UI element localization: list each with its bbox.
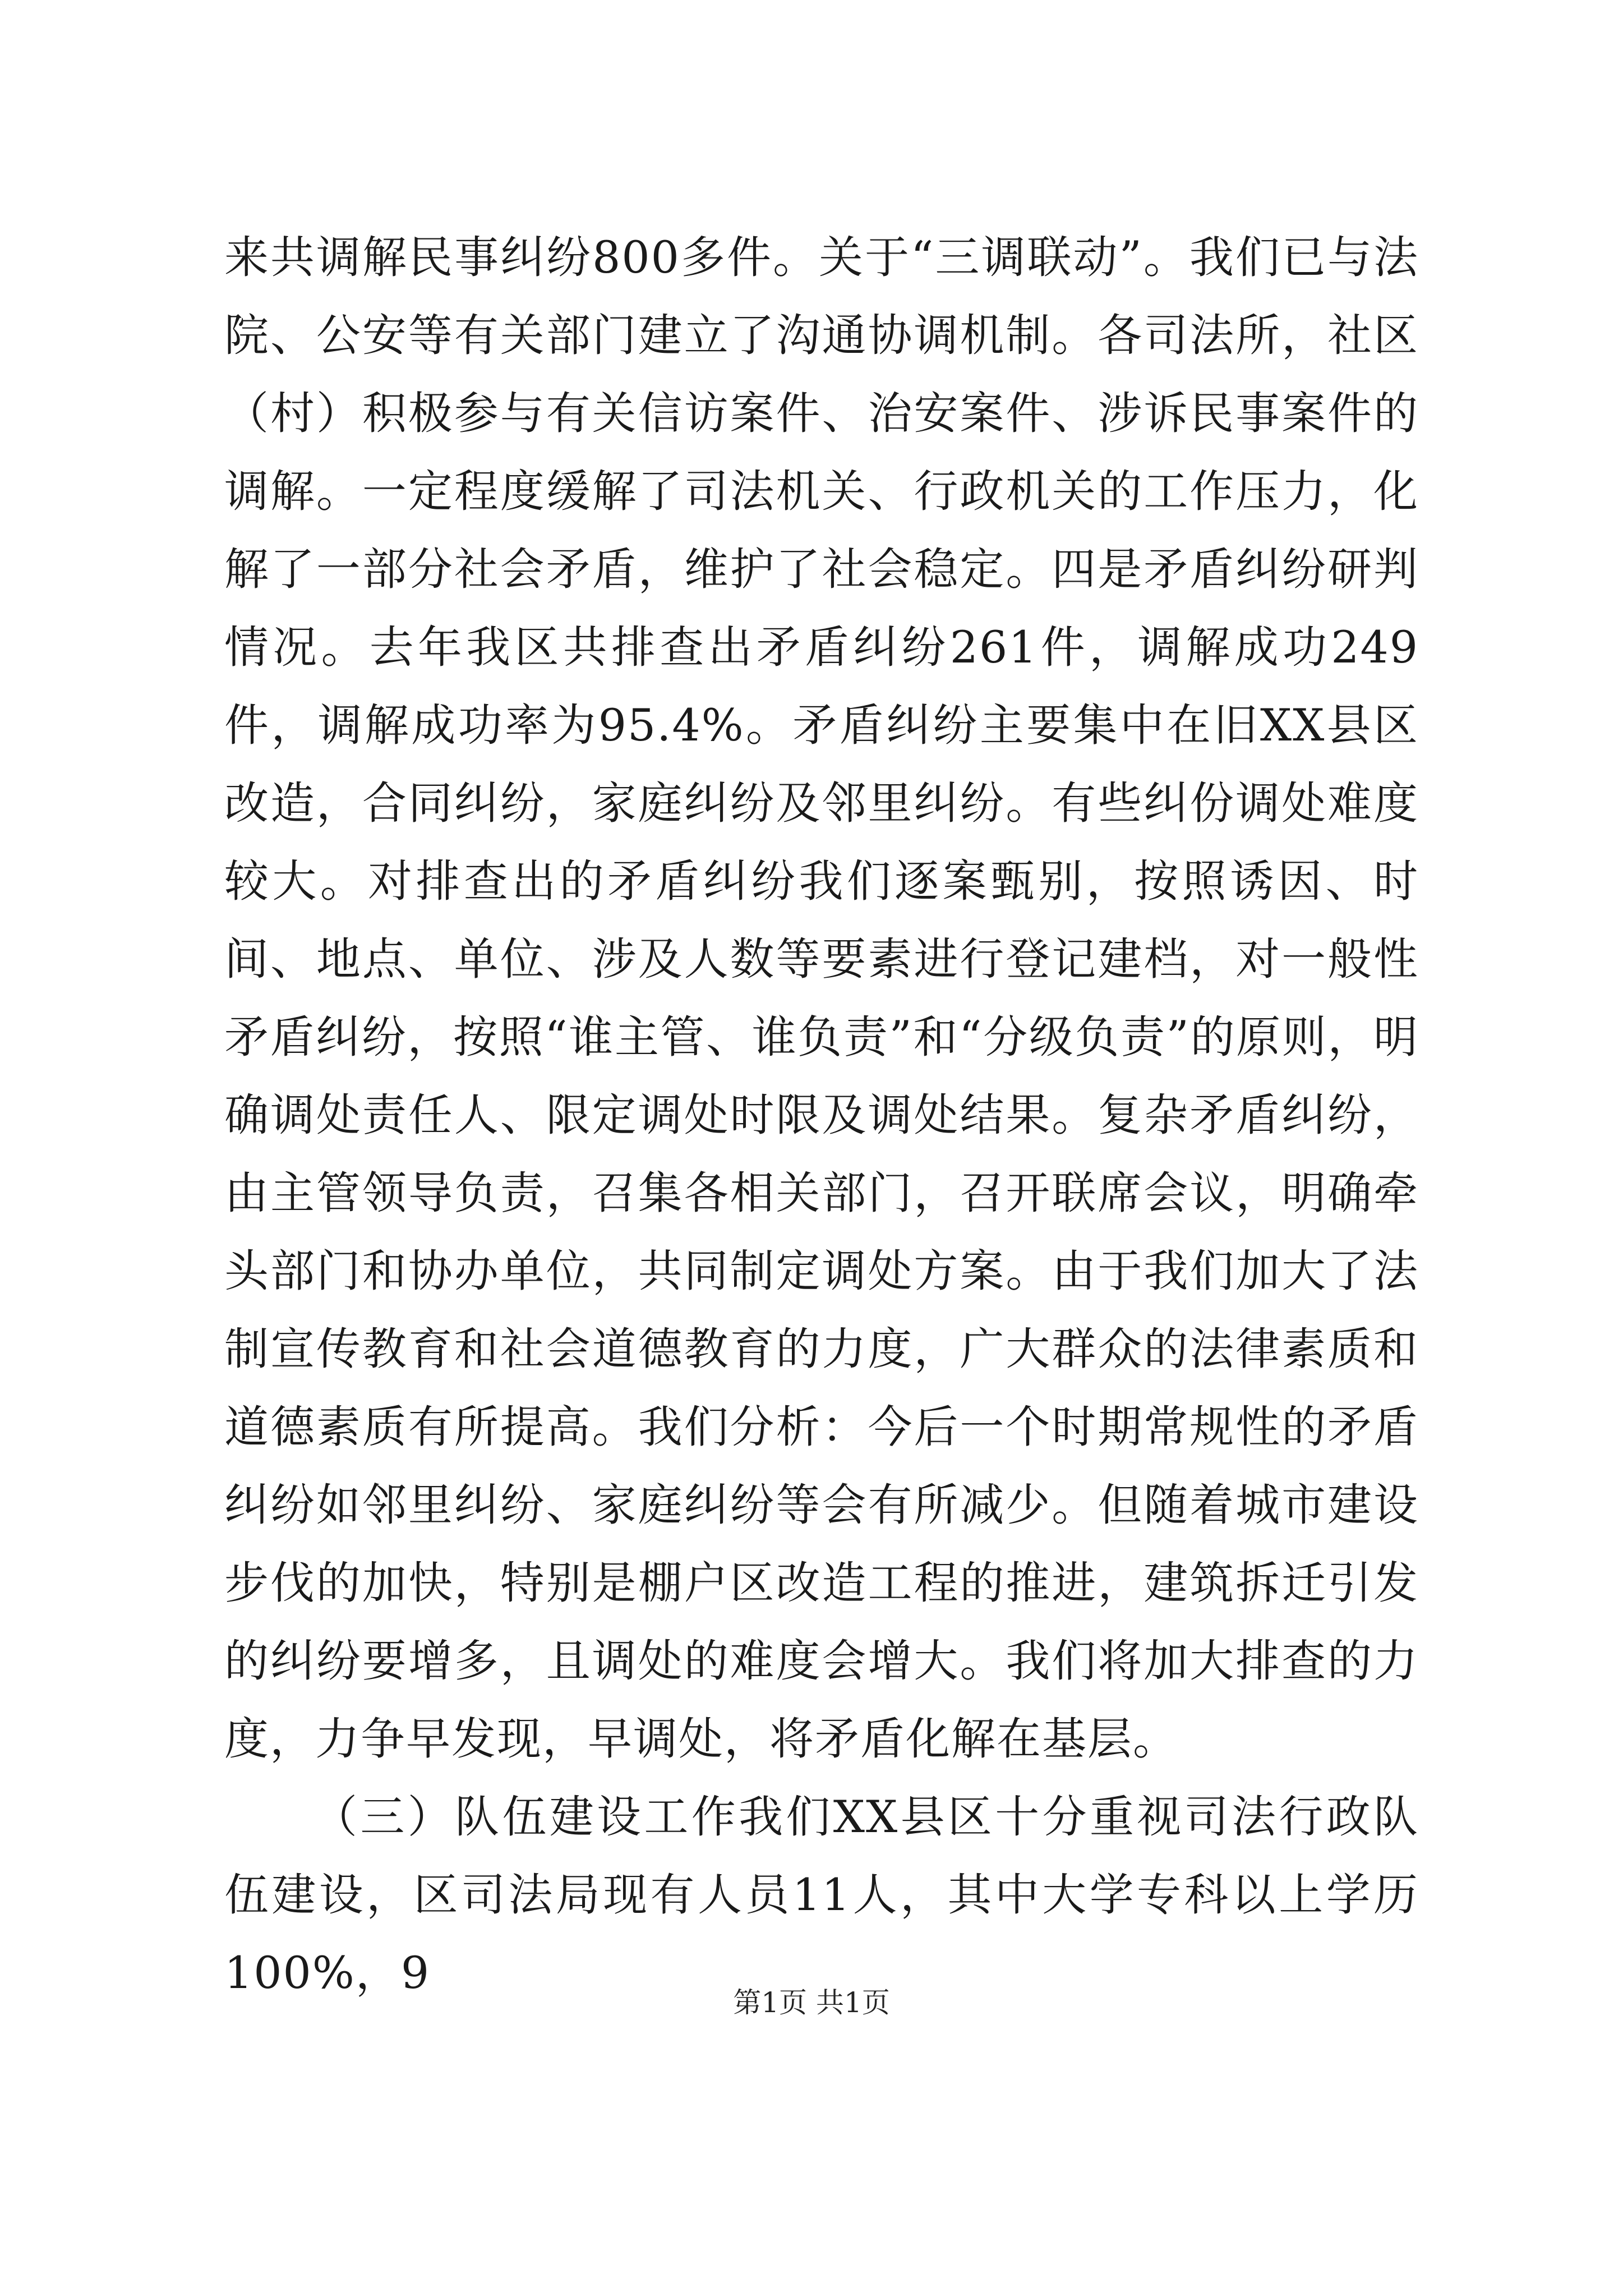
- paragraph-team-building: （三）队伍建设工作我们XX县区十分重视司法行政队伍建设，区司法局现有人员11人，其中大学专科以上学历100%，9: [224, 1791, 1419, 1999]
- paragraph-continuation: 来共调解民事纠纷800多件。关于“三调联动”。我们已与法院、公安等有关部门建立了沟通协调机制。各司法所，社区（村）积极参与有关信访案件、治安案件、涉诉民事案件的调解。一定程度缓解了司法机关、行政机关的工作压力，化解了一部分社会矛盾，维护了社会稳定。四是矛盾纠纷研判情况。去年我区共排查出矛盾纠纷261件，调解成功249件，调解成功率为95.4%。矛盾纠纷主要集中在旧XX县区改造，合同纠纷，家庭纠纷及邻里纠纷。有些纠份调处难度较大。对排查出的矛盾纠纷我们逐案甄别，按照诱因、时间、地点、单位、涉及人数等要素进行登记建档，对一般性矛盾纠纷，按照“谁主管、谁负责”和“分级负责”的原则，明确调处责任人、限定调处时限及调处结果。复杂矛盾纠纷，由主管领导负责，召集各相关部门，召开联席会议，明确牵头部门和协办单位，共同制定调处方案。由于我们加大了法制宣传教育和社会道德教育的力度，广大群众的法律素质和道德素质有所提高。我们分析：今后一个时期常规性的矛盾纠纷如邻里纠纷、家庭纠纷等会有所减少。但随着城市建设步伐的加快，特别是棚户区改造工程的推进，建筑拆迁引发的纠纷要增多，且调处的难度会增大。我们将加大排查的力度，力争早发现，早调处，将矛盾化解在基层。: [224, 232, 1419, 1765]
- document-body: [224, 219, 1419, 2012]
- page-footer: 第1页 共1页: [733, 1986, 890, 2019]
